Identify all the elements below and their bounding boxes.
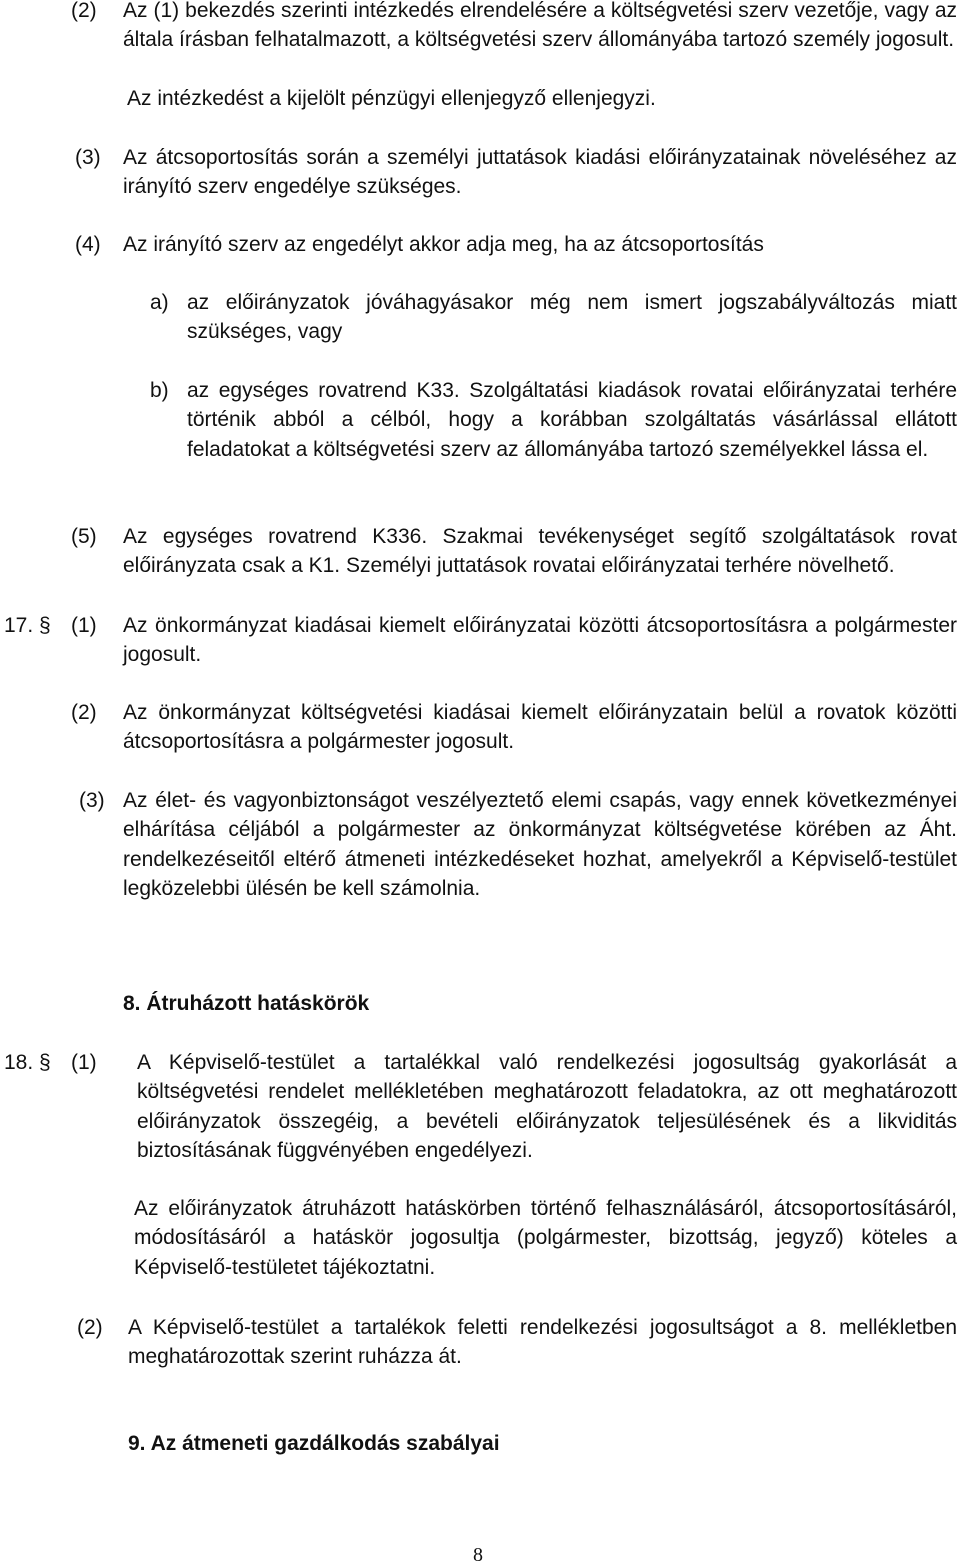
paragraph-number: (2)	[77, 1316, 103, 1339]
paragraph-number: (2)	[71, 701, 97, 724]
paragraph-text: A Képviselő-testület a tartalékkal való rendelkezési jogosultság gyakorlását a költségvetési rendelet mellékletében meghatározott feladatokra, az ott meghatározott előirányzatok összegéig, a bevételi előirányzatok teljesülésének és a likviditás biztosításának függvényében engedélyezi.	[137, 1051, 957, 1163]
page-number: 8	[473, 1544, 483, 1566]
paragraph-number: (3)	[79, 789, 105, 812]
paragraph-text: Az intézkedést a kijelölt pénzügyi ellenjegyző ellenjegyzi.	[127, 87, 656, 110]
section-number: 17. §	[4, 614, 51, 637]
list-item-label: b)	[150, 379, 169, 402]
paragraph-text: Az előirányzatok átruházott hatáskörben történő felhasználásáról, átcsoportosításáról, módosításáról a hatáskör jogosultja (polgármester, bizottság, jegyző) köteles a Képviselő-testületet tájékoztatni.	[134, 1197, 957, 1279]
paragraph-number: (5)	[71, 525, 97, 548]
paragraph-number: (2)	[71, 0, 97, 22]
paragraph-number: (3)	[75, 146, 101, 169]
section-number: 18. §	[4, 1051, 51, 1074]
paragraph-text: A Képviselő-testület a tartalékok feletti rendelkezési jogosultságot a 8. mellékletben meghatározottak szerint ruházza át.	[128, 1316, 957, 1369]
paragraph-number: (1)	[71, 614, 97, 637]
section-heading: 8. Átruházott hatáskörök	[123, 992, 370, 1015]
paragraph-number: (4)	[75, 233, 101, 256]
paragraph-text: Az (1) bekezdés szerinti intézkedés elrendelésére a költségvetési szerv vezetője, vagy az általa írásban felhatalmazott, a költségvetési szerv állományába tartozó személy jogosult.	[123, 0, 957, 52]
paragraph-text: Az önkormányzat költségvetési kiadásai kiemelt előirányzatain belül a rovatok közötti átcsoportosításra a polgármester jogosult.	[123, 701, 957, 754]
paragraph-text: Az élet- és vagyonbiztonságot veszélyeztető elemi csapás, vagy ennek következményei elhárítása céljából a polgármester az önkormányzat költségvetése körében az Áht. rendelkezéseitől eltérő átmeneti intézkedéseket hozhat, amelyekről a Képviselő-testület legközelebbi ülésén be kell számolnia.	[123, 789, 957, 901]
list-item-text: az egységes rovatrend K33. Szolgáltatási kiadások rovatai előirányzatai terhére történik abból a célból, hogy a korábban szolgáltatás vásárlással ellátott feladatokat a költségvetési szerv az állományába tartozó személyekkel lássa el.	[187, 379, 957, 461]
paragraph-number: (1)	[71, 1051, 97, 1074]
paragraph-text: Az átcsoportosítás során a személyi juttatások kiadási előirányzatainak növeléséhez az irányító szerv engedélye szükséges.	[123, 146, 957, 199]
list-item-text: az előirányzatok jóváhagyásakor még nem ismert jogszabályváltozás miatt szükséges, vagy	[187, 291, 957, 344]
list-item-label: a)	[150, 291, 169, 314]
section-heading: 9. Az átmeneti gazdálkodás szabályai	[128, 1432, 500, 1455]
paragraph-text: Az irányító szerv az engedélyt akkor adja meg, ha az átcsoportosítás	[123, 233, 764, 256]
paragraph-text: Az egységes rovatrend K336. Szakmai tevékenységet segítő szolgáltatások rovat előirányzata csak a K1. Személyi juttatások rovatai előirányzatai terhére növelhető.	[123, 525, 957, 578]
paragraph-text: Az önkormányzat kiadásai kiemelt előirányzatai közötti átcsoportosításra a polgármester jogosult.	[123, 614, 957, 667]
